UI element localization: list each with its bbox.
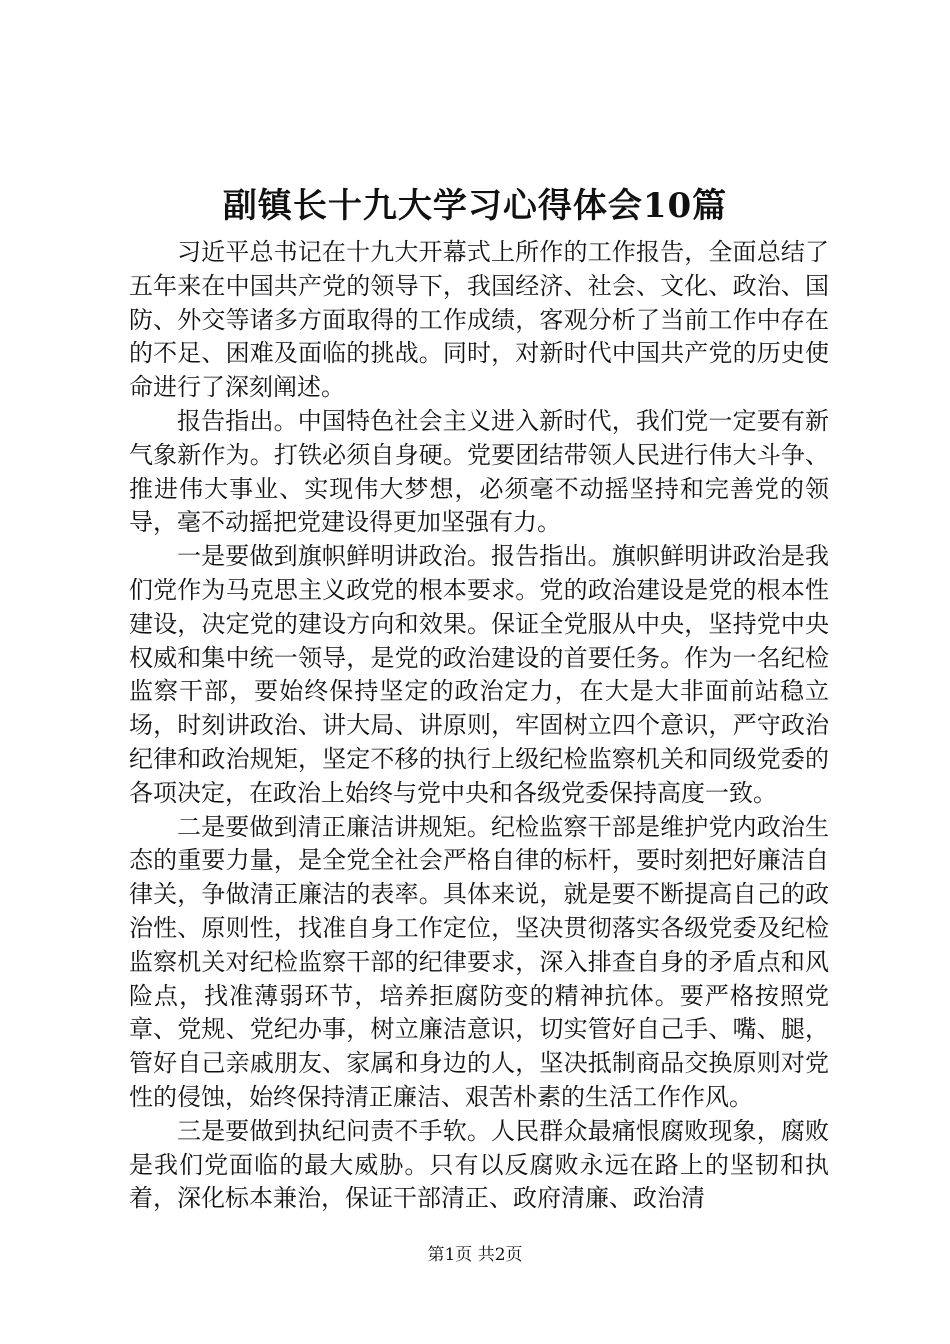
paragraph-2: 报告指出。中国特色社会主义进入新时代，我们党一定要有新气象新作为。打铁必须自身硬。党要团结带领人民进行伟大斗争、推进伟大事业、实现伟大梦想，必须毫不动摇坚持和完善党的领导，毫不动摇把党建设得更加坚强有力。 (129, 406, 829, 537)
page-number-footer: 第1页 共2页 (427, 1245, 523, 1265)
document-body (129, 236, 829, 1216)
paragraph-1: 习近平总书记在十九大开幕式上所作的工作报告，全面总结了五年来在中国共产党的领导下，我国经济、社会、文化、政治、国防、外交等诸多方面取得的工作成绩，客观分析了当前工作中存在的不足、困难及面临的挑战。同时，对新时代中国共产党的历史使命进行了深刻阐述。 (129, 238, 829, 402)
paragraph-4: 二是要做到清正廉洁讲规矩。纪检监察干部是维护党内政治生态的重要力量，是全党全社会严格自律的标杆，要时刻把好廉洁自律关，争做清正廉洁的表率。具体来说，就是要不断提高自己的政治性、原则性，找准自身工作定位，坚决贯彻落实各级党委及纪检监察机关对纪检监察干部的纪律要求，深入排查自身的矛盾点和风险点，找准薄弱环节，培养拒腐防变的精神抗体。要严格按照党章、党规、党纪办事，树立廉洁意识，切实管好自己手、嘴、腿，管好自己亲戚朋友、家属和身边的人，坚决抵制商品交换原则对党性的侵蚀，始终保持清正廉洁、艰苦朴素的生活工作作风。 (129, 812, 829, 1111)
paragraph-3: 一是要做到旗帜鲜明讲政治。报告指出。旗帜鲜明讲政治是我们党作为马克思主义政党的根本要求。党的政治建设是党的根本性建设，决定党的建设方向和效果。保证全党服从中央，坚持党中央权威和集中统一领导，是党的政治建设的首要任务。作为一名纪检监察干部，要始终保持坚定的政治定力，在大是大非面前站稳立场，时刻讲政治、讲大局、讲原则，牢固树立四个意识，严守政治纪律和政治规矩，坚定不移的执行上级纪检监察机关和同级党委的各项决定，在政治上始终与党中央和各级党委保持高度一致。 (129, 542, 829, 807)
paragraph-5: 三是要做到执纪问责不手软。人民群众最痛恨腐败现象，腐败是我们党面临的最大威胁。只有以反腐败永远在路上的坚韧和执着，深化标本兼治，保证干部清正、政府清廉、政治清 (129, 1116, 829, 1213)
document-title: 副镇长十九大学习心得体会10篇 (222, 186, 728, 226)
